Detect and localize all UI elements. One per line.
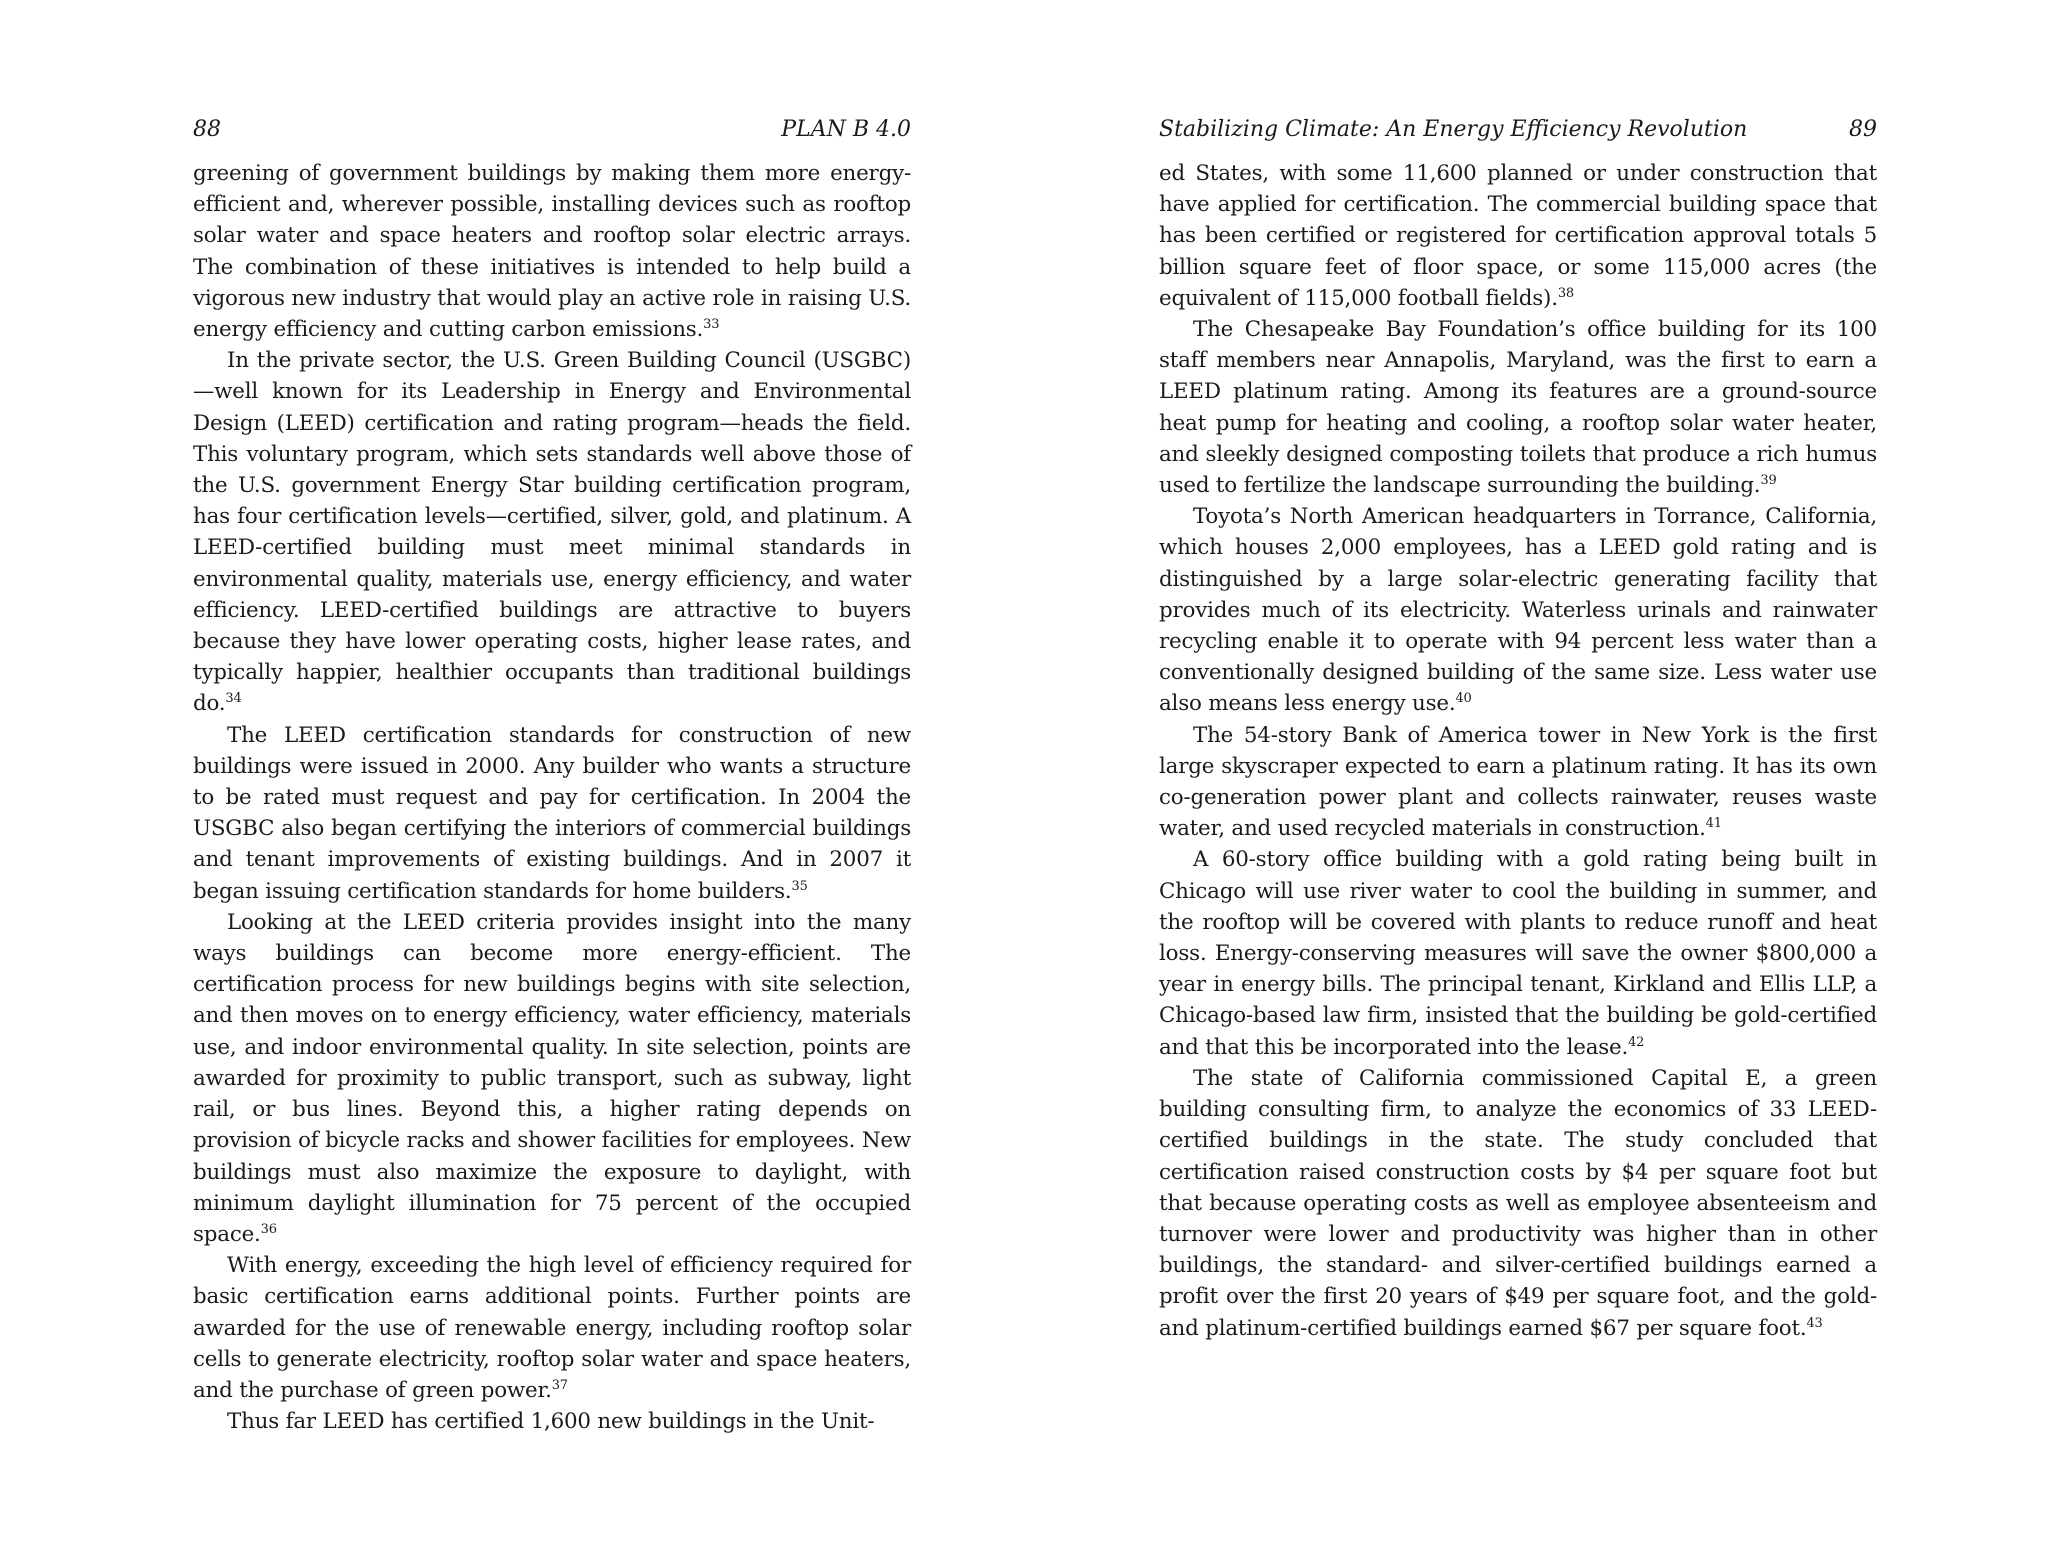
paragraph: The state of California commissioned Capital E, a green building consulting firm, to analyze the economics of 33 LEED-certified buildings in the state. The study concluded that certification raised construction costs by $4 per square foot but that because operating costs as well as employee absenteeism and turnover were lower and productivity was higher than in other buildings, the standard- and silver-certified buildings earned a profit over the first 20 years of $49 per square foot, and the gold- and platinum-certified buildings earned $67 per square foot.$^{43}$ bbox=[1159, 1065, 1877, 1341]
paragraph: The Chesapeake Bay Foundation’s office building for its 100 staff members near Annapolis, Maryland, was the first to earn a LEED platinum rating. Among its features are a ground-source heat pump for heating and cooling, a rooftop solar water heater, and sleekly designed composting toilets that produce a rich humus used to fertilize the landscape surrounding the building.$^{39}$ bbox=[1159, 317, 1877, 499]
paragraph: A 60-story office building with a gold rating being built in Chicago will use river water to cool the building in summer, and the rooftop will be covered with plants to reduce runoff and heat loss. Energy-conserving measures will save the owner $800,000 a year in energy bills. The principal tenant, Kirkland and Ellis LLP, a Chicago-based law firm, insisted that the building be gold-certified and that this be incorporated into the lease.$^{42}$ bbox=[1159, 847, 1877, 1060]
footnote-ref: 42 bbox=[1628, 1034, 1645, 1050]
footnote-ref: 41 bbox=[1705, 816, 1722, 832]
paragraph: Toyota’s North American headquarters in Torrance, California, which houses 2,000 employees, has a LEED gold rating and is distinguished by a large solar-electric generating facility that provides much of its electricity. Waterless urinals and rainwater recycling enable it to operate with 94 percent less water than a conventionally designed building of the same size. Less water use also means less energy use.$^{40}$ bbox=[1159, 504, 1877, 717]
page-number: 88 bbox=[193, 117, 221, 142]
footnote-ref: 36 bbox=[260, 1221, 277, 1237]
running-title: PLAN B 4.0 bbox=[781, 117, 911, 142]
footnote-ref: 35 bbox=[791, 878, 808, 894]
running-head bbox=[1159, 113, 1877, 147]
footnote-ref: 39 bbox=[1760, 473, 1777, 489]
page-number: 89 bbox=[1849, 117, 1877, 142]
paragraph: Looking at the LEED criteria provides insight into the many ways buildings can become more energy-efficient. The certification process for new buildings begins with site selection, and then moves on to energy efficiency, water efficiency, materials use, and indoor environmental quality. In site selection, points are awarded for proximity to public transport, such as subway, light rail, or bus lines. Beyond this, a higher rating depends on provision of bicycle racks and shower facilities for employees. New buildings must also maximize the exposure to daylight, with minimum daylight illumination for 75 percent of the occupied space.$^{36}$ bbox=[193, 909, 911, 1247]
footnote-ref: 33 bbox=[703, 317, 720, 333]
paragraph: With energy, exceeding the high level of efficiency required for basic certification earns additional points. Further points are awarded for the use of renewable energy, including rooftop solar cells to generate electricity, rooftop solar water and space heaters, and the purchase of green power.$^{37}$ bbox=[193, 1253, 911, 1403]
paragraph: The LEED certification standards for construction of new buildings were issued in 2000. Any builder who wants a structure to be rated must request and pay for certification. In 2004 the USGBC also began certifying the interiors of commercial buildings and tenant improvements of existing buildings. And in 2007 it began issuing certification standards for home builders.$^{35}$ bbox=[193, 722, 911, 904]
footnote-ref: 38 bbox=[1557, 285, 1574, 301]
footnote-ref: 40 bbox=[1455, 691, 1472, 707]
body-text bbox=[1159, 158, 1877, 1344]
running-title: Stabilizing Climate: An Energy Efficiency Revolution bbox=[1159, 117, 1748, 142]
paragraph: Thus far LEED has certified 1,600 new buildings in the Unit- bbox=[227, 1409, 875, 1435]
body-text bbox=[193, 158, 911, 1437]
running-head bbox=[193, 113, 911, 147]
footnote-ref: 43 bbox=[1806, 1315, 1823, 1331]
paragraph: In the private sector, the U.S. Green Building Council (USGBC)—well known for its Leadership in Energy and Environmental Design (LEED) certification and rating program—heads the field. This voluntary program, which sets standards well above those of the U.S. government Energy Star building certification program, has four certification levels—certified, silver, gold, and platinum. A LEED-certified building must meet minimal standards in environmental quality, materials use, energy efficiency, and water efficiency. LEED-certified buildings are attractive to buyers because they have lower operating costs, higher lease rates, and typically happier, healthier occupants than traditional buildings do.$^{34}$ bbox=[193, 348, 911, 717]
paragraph: greening of government buildings by making them more energy-efficient and, wherever possible, installing devices such as rooftop solar water and space heaters and rooftop solar electric arrays. The combination of these initiatives is intended to help build a vigorous new industry that would play an active role in raising U.S. energy efficiency and cutting carbon emissions.$^{33}$ bbox=[193, 161, 911, 343]
footnote-ref: 37 bbox=[551, 1377, 568, 1393]
paragraph: ed States, with some 11,600 planned or under construction that have applied for certification. The commercial building space that has been certified or registered for certification approval totals 5 billion square feet of floor space, or some 115,000 acres (the equivalent of 115,000 football fields).$^{38}$ bbox=[1159, 161, 1877, 311]
paragraph: The 54-story Bank of America tower in New York is the first large skyscraper expected to earn a platinum rating. It has its own co-generation power plant and collects rainwater, reuses waste water, and used recycled materials in construction.$^{41}$ bbox=[1159, 722, 1877, 842]
footnote-ref: 34 bbox=[225, 691, 242, 707]
